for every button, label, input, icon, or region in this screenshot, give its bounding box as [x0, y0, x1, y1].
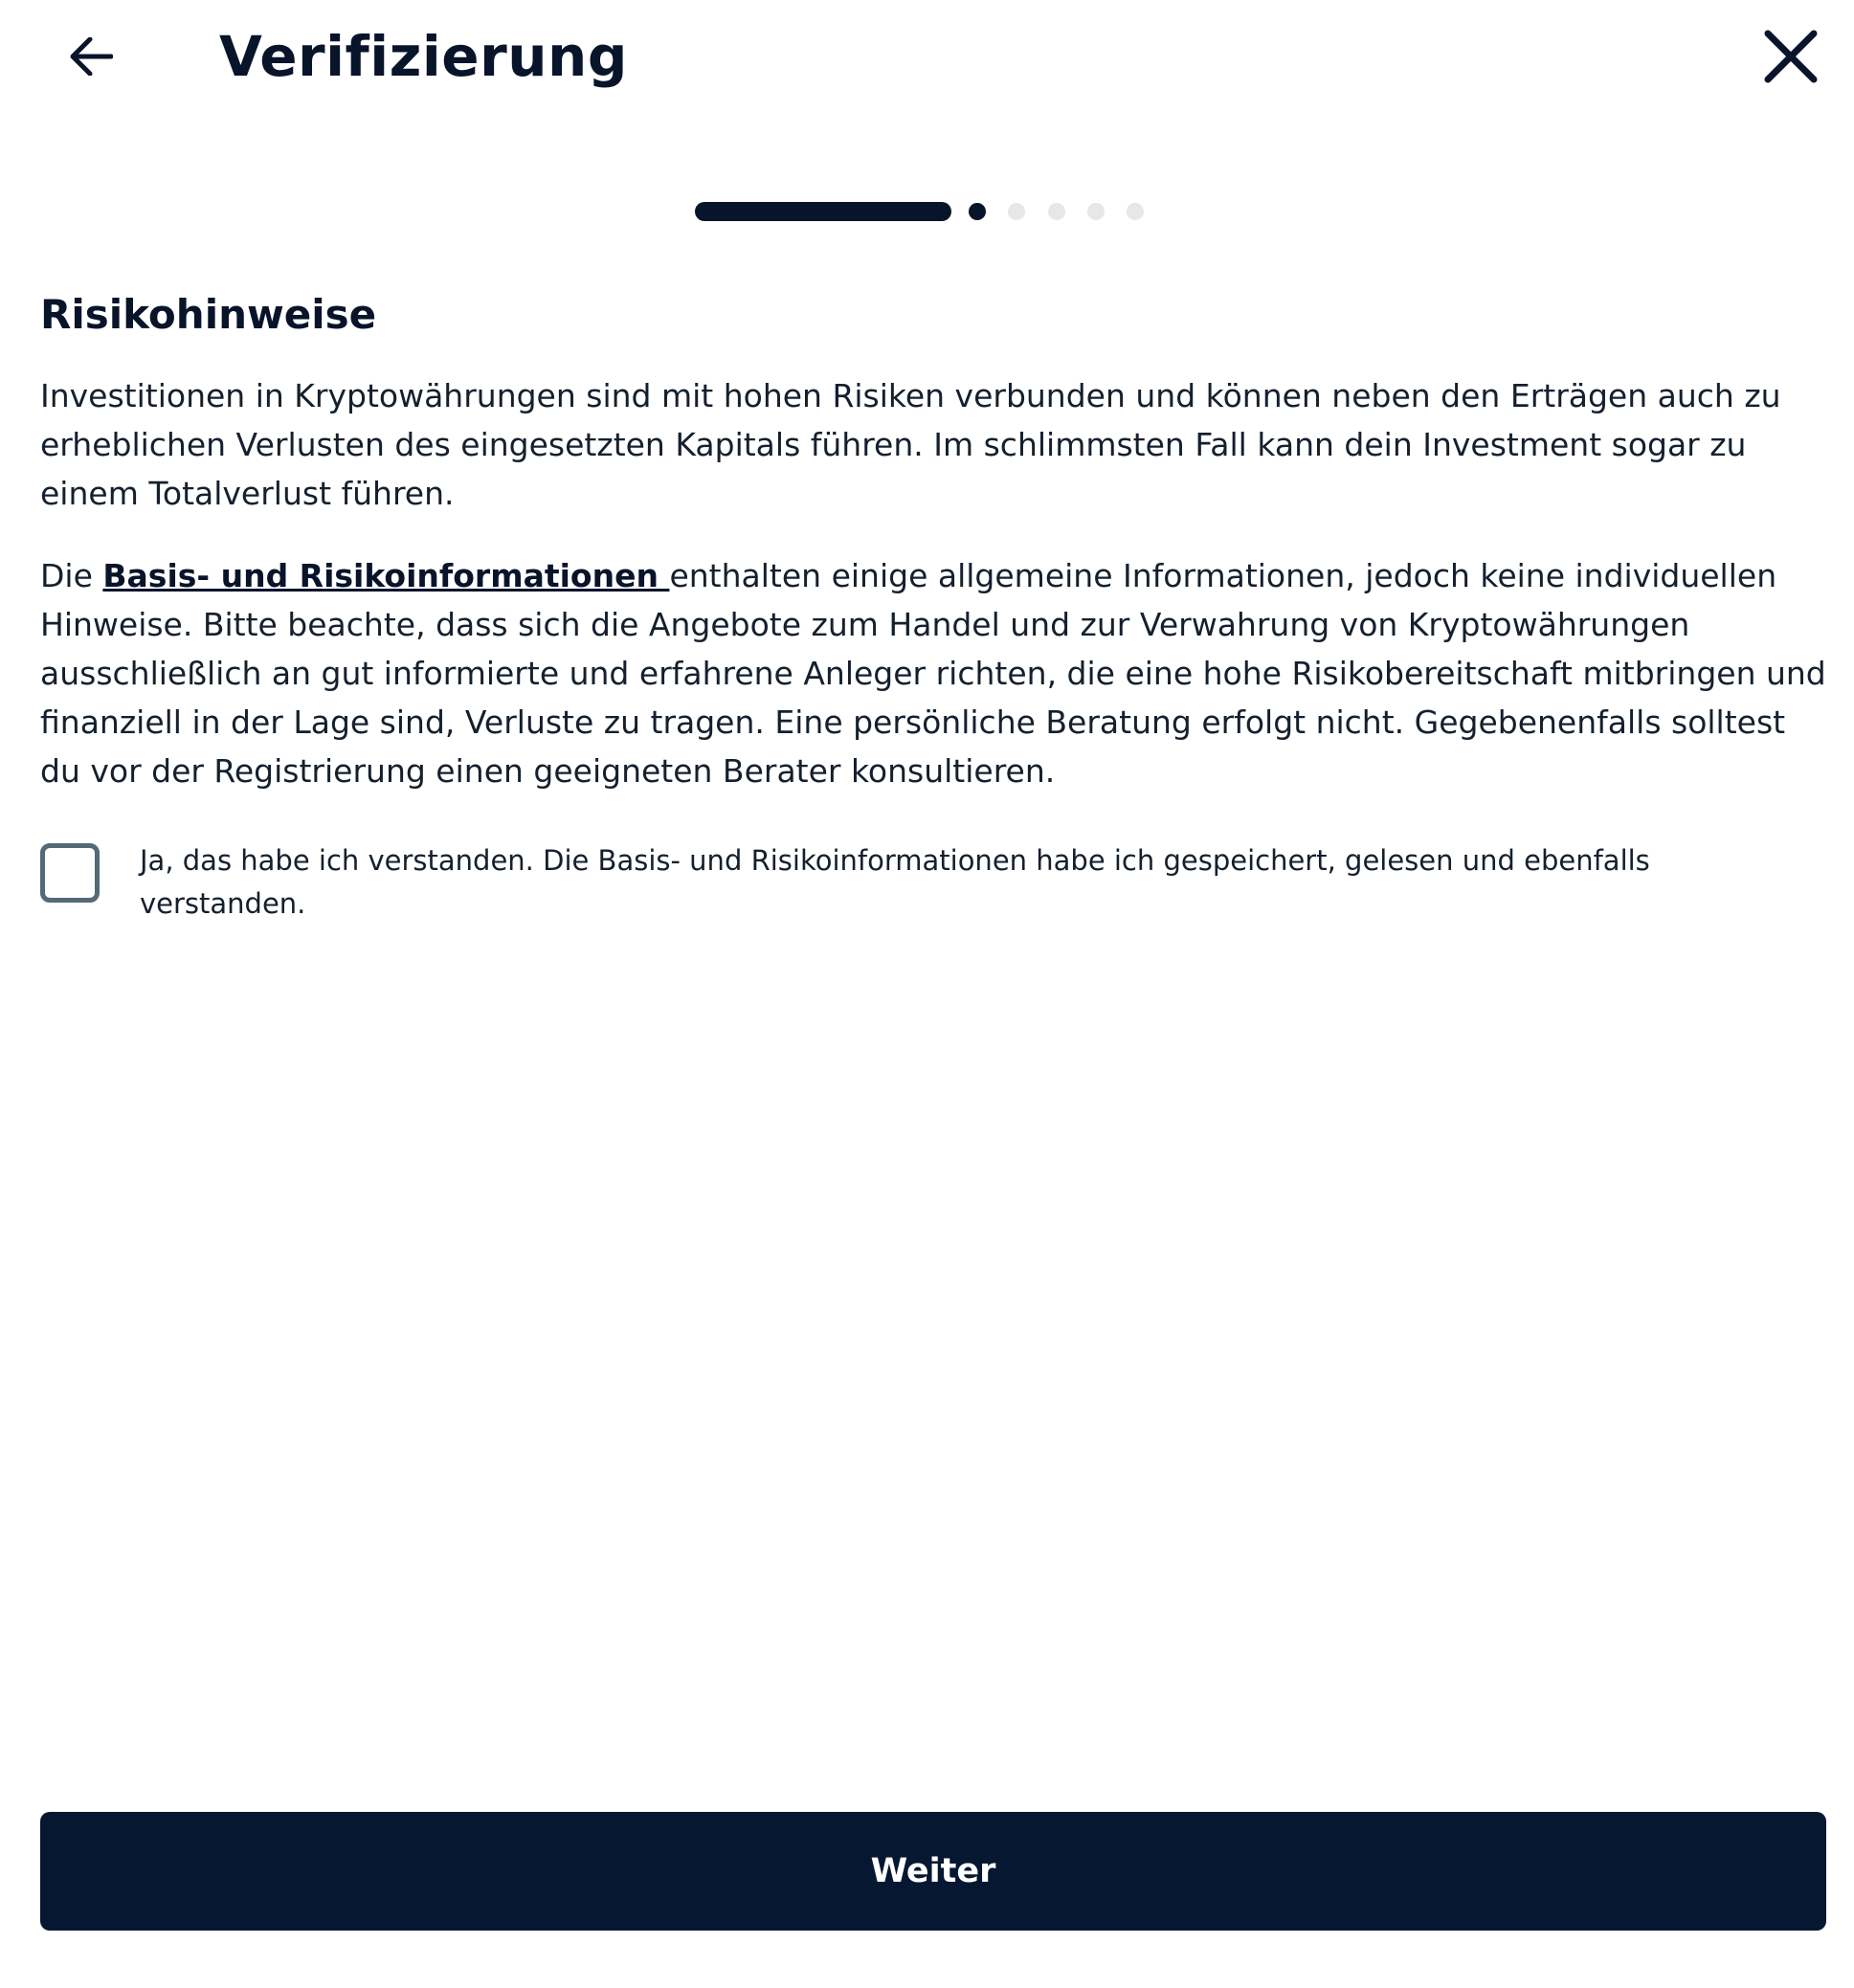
- paragraph-prefix: Die: [40, 557, 103, 594]
- main-content: [40, 287, 1830, 829]
- paragraph-suffix: enthalten einige allgemeine Informationen, jedoch keine individuellen Hinweise. Bitte beachte, dass sich die Angebote zum Handel und zur Verwahrung von Kryptowährungen ausschließlich an gut informierte und erfahrene Anleger richten, die eine hohe Risikobereitschaft mitbringen und finanziell in der Lage sind, Verluste zu tragen. Eine persönliche Beratung erfolgt nicht. Gegebenenfalls solltest du vor der Registrierung einen geeigneten Berater konsultieren.: [40, 557, 1826, 790]
- consent-checkbox[interactable]: [40, 843, 100, 903]
- consent-row: [40, 839, 1763, 926]
- page-title: Verifizierung: [219, 24, 628, 89]
- stepper-progress-bar: [695, 202, 951, 221]
- stepper-dot: [1008, 203, 1025, 220]
- risk-info-link[interactable]: Basis- und Risikoinformationen: [102, 557, 670, 594]
- arrow-left-icon: [69, 37, 113, 76]
- risk-paragraph-2: [40, 551, 1830, 795]
- risk-paragraph-1: Investitionen in Kryptowährungen sind mit hohen Risiken verbunden und können neben den Erträgen auch zu erheblichen Verlusten des eingesetzten Kapitals führen. Im schlimmsten Fall kann dein Investment sogar zu einem Totalverlust führen.: [40, 377, 1781, 512]
- header: [0, 0, 1854, 110]
- consent-label[interactable]: Ja, das habe ich verstanden. Die Basis- und Risikoinformationen habe ich gespeichert, gelesen und ebenfalls verstanden.: [140, 844, 1650, 920]
- section-title: Risikohinweise: [40, 291, 377, 338]
- close-icon: [1764, 30, 1818, 83]
- progress-stepper: [0, 202, 1854, 221]
- stepper-dot: [1048, 203, 1065, 220]
- close-button[interactable]: [1757, 23, 1824, 90]
- stepper-dot: [1127, 203, 1144, 220]
- stepper-dot: [1087, 203, 1105, 220]
- continue-button[interactable]: Weiter: [40, 1812, 1826, 1931]
- stepper-dot: [969, 203, 986, 220]
- back-button[interactable]: [57, 23, 124, 90]
